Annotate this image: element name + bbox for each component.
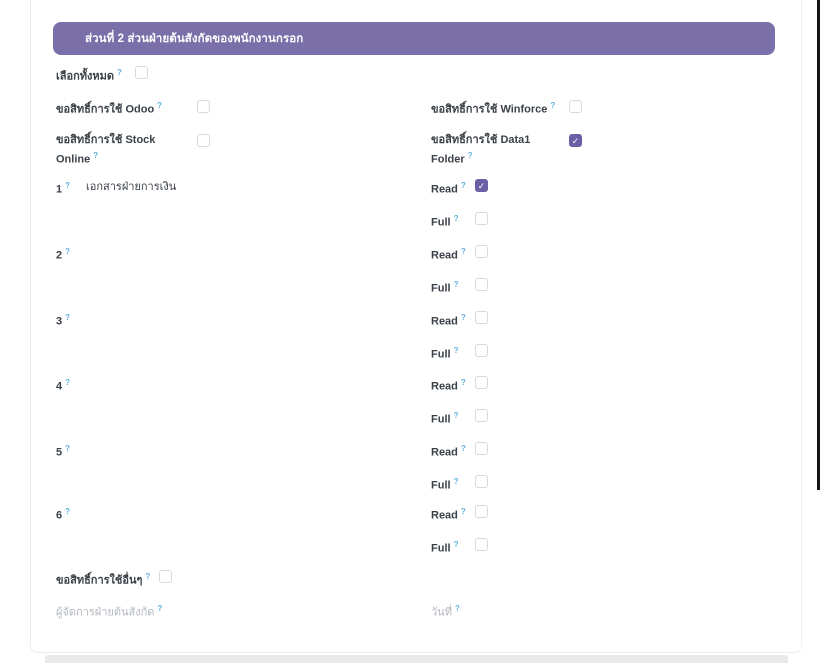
- folder-row-6-read-label: [431, 504, 466, 524]
- full-label-text: Full: [431, 348, 451, 361]
- help-icon: ?: [453, 477, 459, 486]
- select-all-label: [56, 65, 122, 85]
- permission-data1-folder-checkbox[interactable]: [569, 134, 582, 147]
- help-icon: ?: [65, 378, 71, 387]
- scrollbar-thumb[interactable]: [817, 0, 820, 490]
- folder-row-5-full-label: [431, 474, 458, 494]
- help-icon: ?: [93, 151, 99, 160]
- folder-row-6-full-checkbox[interactable]: [475, 538, 488, 551]
- permission-stock-online-label-text: ขอสิทธิ์การใช้ Stock Online: [56, 134, 156, 166]
- folder-row-1-read-checkbox[interactable]: [475, 179, 488, 192]
- permission-stock-online-label: [56, 132, 191, 168]
- permission-stock-online-checkbox[interactable]: [197, 134, 210, 147]
- section-header: [53, 22, 775, 55]
- folder-row-4-read-checkbox[interactable]: [475, 376, 488, 389]
- help-icon: ?: [460, 378, 466, 387]
- help-icon: ?: [550, 101, 556, 110]
- folder-row-2-read-label: [431, 244, 466, 264]
- help-icon: ?: [467, 151, 473, 160]
- permission-winforce-label-text: ขอสิทธิ์การใช้ Winforce: [431, 103, 548, 116]
- folder-row-4-full-checkbox[interactable]: [475, 409, 488, 422]
- date-field-label-text: วันที่: [431, 606, 452, 619]
- folder-row-4-number-text: 4: [56, 380, 63, 393]
- select-all-label-text: เลือกทั้งหมด: [56, 70, 115, 83]
- folder-row-4-number: [56, 375, 70, 395]
- help-icon: ?: [65, 247, 71, 256]
- read-label-text: Read: [431, 380, 458, 393]
- help-icon: ?: [460, 181, 466, 190]
- manager-field-label-text: ผู้จัดการฝ่ายต้นสังกัด: [56, 606, 155, 619]
- permission-winforce-checkbox[interactable]: [569, 100, 582, 113]
- help-icon: ?: [460, 507, 466, 516]
- next-card-top-edge: [45, 655, 788, 663]
- folder-row-2-full-checkbox[interactable]: [475, 278, 488, 291]
- folder-row-3-number: [56, 310, 70, 330]
- form-section-card: [30, 0, 802, 653]
- help-icon: ?: [157, 604, 163, 613]
- help-icon: ?: [460, 247, 466, 256]
- help-icon: ?: [65, 444, 71, 453]
- folder-row-3-full-label: [431, 343, 458, 363]
- full-label-text: Full: [431, 216, 451, 229]
- help-icon: ?: [145, 572, 151, 581]
- help-icon: ?: [157, 101, 163, 110]
- read-label-text: Read: [431, 315, 458, 328]
- help-icon: ?: [65, 507, 71, 516]
- folder-row-4-read-label: [431, 375, 466, 395]
- folder-row-3-full-checkbox[interactable]: [475, 344, 488, 357]
- permission-odoo-label-text: ขอสิทธิ์การใช้ Odoo: [56, 103, 155, 116]
- folder-row-5-number-text: 5: [56, 446, 63, 459]
- help-icon: ?: [117, 68, 122, 77]
- read-label-text: Read: [431, 446, 458, 459]
- folder-row-1-read-label: [431, 178, 466, 198]
- folder-row-3-number-text: 3: [56, 315, 63, 328]
- full-label-text: Full: [431, 479, 451, 492]
- folder-row-2-number-text: 2: [56, 249, 63, 262]
- full-label-text: Full: [431, 413, 451, 426]
- help-icon: ?: [65, 181, 71, 190]
- permission-winforce-label: [431, 98, 555, 118]
- full-label-text: Full: [431, 282, 451, 295]
- folder-row-6-read-checkbox[interactable]: [475, 505, 488, 518]
- help-icon: ?: [453, 346, 459, 355]
- folder-row-1-number: [56, 178, 70, 198]
- section-header-title: ส่วนที่ 2 ส่วนฝ่ายต้นสังกัดของพนักงานกรอก: [85, 32, 304, 45]
- date-field-label: [431, 601, 460, 621]
- folder-row-6-full-label: [431, 537, 458, 557]
- folder-row-5-read-checkbox[interactable]: [475, 442, 488, 455]
- permission-data1-folder-label-text: ขอสิทธิ์การใช้ Data1 Folder: [431, 134, 531, 166]
- help-icon: ?: [453, 411, 459, 420]
- folder-row-5-read-label: [431, 441, 466, 461]
- help-icon: ?: [453, 214, 459, 223]
- help-icon: ?: [453, 540, 459, 549]
- folder-row-2-number: [56, 244, 70, 264]
- folder-row-1-full-label: [431, 211, 458, 231]
- full-label-text: Full: [431, 542, 451, 555]
- permission-odoo-checkbox[interactable]: [197, 100, 210, 113]
- help-icon: ?: [453, 280, 459, 289]
- select-all-checkbox[interactable]: [135, 66, 148, 79]
- folder-row-4-full-label: [431, 408, 458, 428]
- folder-row-5-number: [56, 441, 70, 461]
- permission-odoo-label: [56, 98, 162, 118]
- help-icon: ?: [460, 444, 466, 453]
- help-icon: ?: [460, 313, 466, 322]
- folder-row-6-number-text: 6: [56, 509, 63, 522]
- folder-row-3-read-checkbox[interactable]: [475, 311, 488, 324]
- folder-row-5-full-checkbox[interactable]: [475, 475, 488, 488]
- read-label-text: Read: [431, 509, 458, 522]
- read-label-text: Read: [431, 183, 458, 196]
- folder-row-1-number-text: 1: [56, 183, 63, 196]
- manager-field-label: [56, 601, 162, 621]
- permission-other-label: [56, 569, 150, 589]
- folder-row-2-read-checkbox[interactable]: [475, 245, 488, 258]
- permission-data1-folder-label: [431, 132, 551, 168]
- folder-row-3-read-label: [431, 310, 466, 330]
- permission-other-label-text: ขอสิทธิ์การใช้อื่นๆ: [56, 574, 143, 587]
- folder-row-1-name[interactable]: เอกสารฝ่ายการเงิน: [86, 181, 177, 193]
- folder-row-1-full-checkbox[interactable]: [475, 212, 488, 225]
- folder-row-6-number: [56, 504, 70, 524]
- help-icon: ?: [65, 313, 71, 322]
- permission-other-checkbox[interactable]: [159, 570, 172, 583]
- help-icon: ?: [454, 604, 460, 613]
- read-label-text: Read: [431, 249, 458, 262]
- folder-row-2-full-label: [431, 277, 458, 297]
